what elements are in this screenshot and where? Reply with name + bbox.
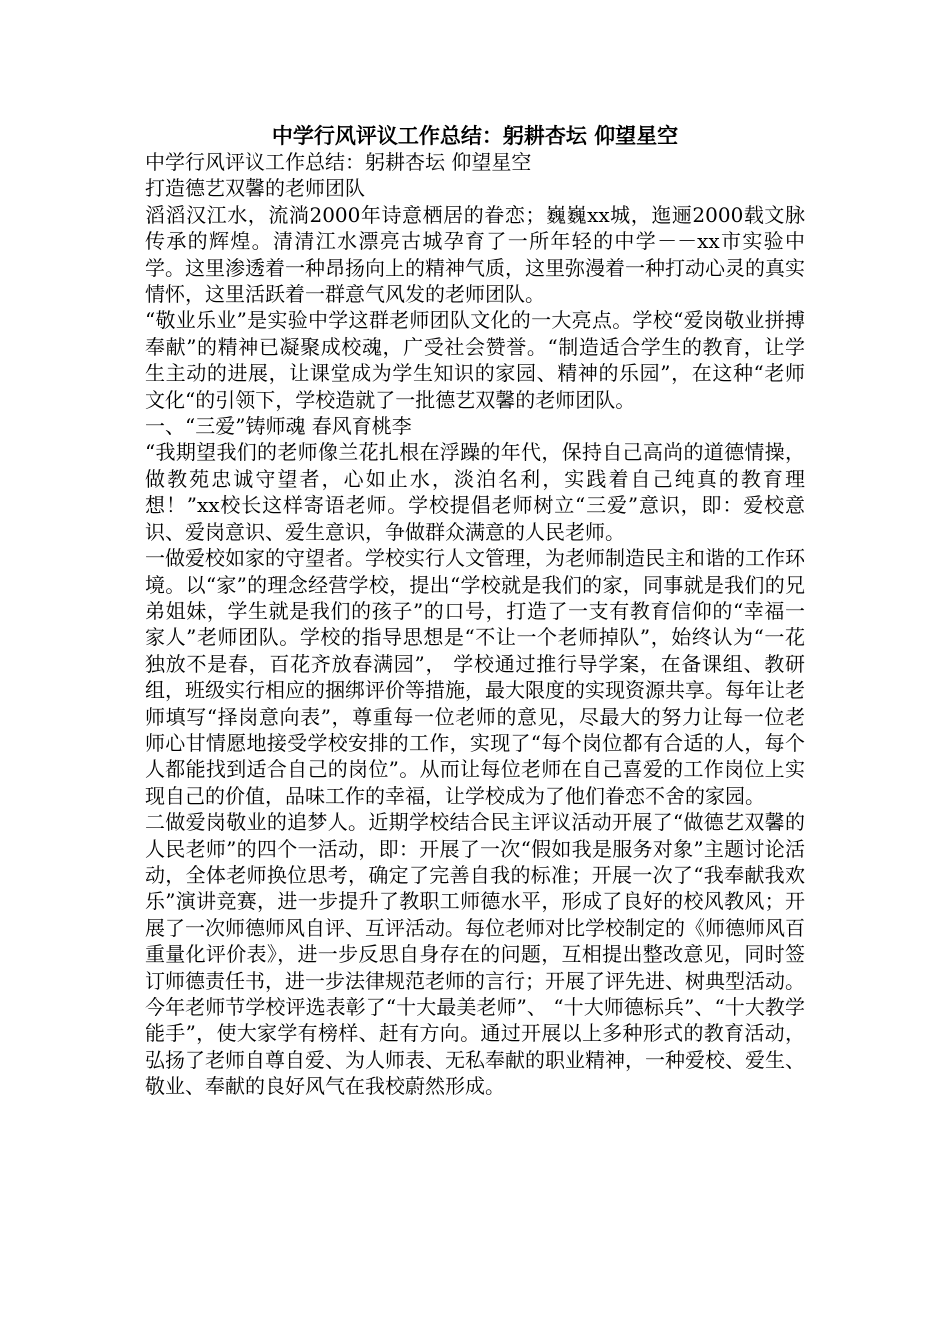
paragraph-culture: “敬业乐业”是实验中学这群老师团队文化的一大亮点。学校“爱岗敬业拼搏奉献”的精神已凝聚成校魂，广受社会赞誉。“制造适合学生的教育，让学生主动的进展，让课堂成为学生知识的家园、精神的乐园”，在这种“老师文化“的引领下，学校造就了一批德艺双馨的老师团队。 bbox=[145, 308, 805, 412]
paragraph-heading-team: 打造德艺双馨的老师团队 bbox=[145, 176, 365, 201]
document-body bbox=[145, 149, 805, 1100]
paragraph-love-school: 一做爱校如家的守望者。学校实行人文管理，为老师制造民主和谐的工作环境。以“家”的理念经营学校，提出“学校就是我们的家，同事就是我们的兄弟姐妹，学生就是我们的孩子”的口号，打造了一支有教育信仰的“幸福一家人”老师团队。学校的指导思想是“不让一个老师掉队”，始终认为“一花独放不是春，百花齐放春满园”， 学校通过推行导学案，在备课组、教研组，班级实行相应的捆绑评价等措施，最大限度的实现资源共享。每年让老师填写“择岗意向表”，尊重每一位老师的意见，尽最大的努力让每一位老师心甘情愿地接受学校安排的工作，实现了“每个岗位都有合适的人，每个人都能找到适合自己的岗位”。从而让每位老师在自己喜爱的工作岗位上实现自己的价值，品味工作的幸福，让学校成为了他们眷恋不舍的家园。 bbox=[145, 546, 805, 808]
paragraph-principal-quote: “我期望我们的老师像兰花扎根在浮躁的年代，保持自己高尚的道德情操，做教苑忠诚守望者，心如止水，淡泊名利，实践着自己纯真的教育理想！”xx校长这样寄语老师。学校提倡老师树立“三爱”意识，即：爱校意识、爱岗意识、爱生意识，争做群众满意的人民老师。 bbox=[145, 440, 805, 544]
paragraph-love-job: 二做爱岗敬业的追梦人。近期学校结合民主评议活动开展了“做德艺双馨的人民老师”的四个一活动，即：开展了一次“假如我是服务对象”主题讨论活动，全体老师换位思考，确定了完善自我的标准；开展一次了“我奉献我欢乐”演讲竞赛，进一步提升了教职工师德水平，形成了良好的校风教风；开展了一次师德师风自评、互评活动。每位老师对比学校制定的《师德师风百重量化评价表》，进一步反思自身存在的问题，互相提出整改意见，同时签订师德责任书，进一步法律规范老师的言行；开展了评先进、树典型活动。今年老师节学校评选表彰了“十大最美老师”、 “十大师德标兵”、“十大教学能手”，使大家学有榜样、赶有方向。通过开展以上多种形式的教育活动，弘扬了老师自尊自爱、为人师表、无私奉献的职业精神，一种爱校、爱生、敬业、奉献的良好风气在我校蔚然形成。 bbox=[145, 810, 805, 1099]
paragraph-subtitle-repeat: 中学行风评议工作总结：躬耕杏坛 仰望星空 bbox=[145, 150, 532, 174]
section-heading-one: 一、“三爱”铸师魂 春风育桃李 bbox=[145, 414, 412, 439]
document-title: 中学行风评议工作总结：躬耕杏坛 仰望星空 bbox=[271, 123, 679, 148]
paragraph-intro: 滔滔汉江水，流淌2000年诗意栖居的眷恋；巍巍xx城，迤逦2000载文脉传承的辉煌。清清江水漂亮古城孕育了一所年轻的中学－－xx市实验中学。这里渗透着一种昂扬向上的精神气质，这里弥漫着一种打动心灵的真实情怀，这里活跃着一群意气风发的老师团队。 bbox=[145, 202, 805, 307]
